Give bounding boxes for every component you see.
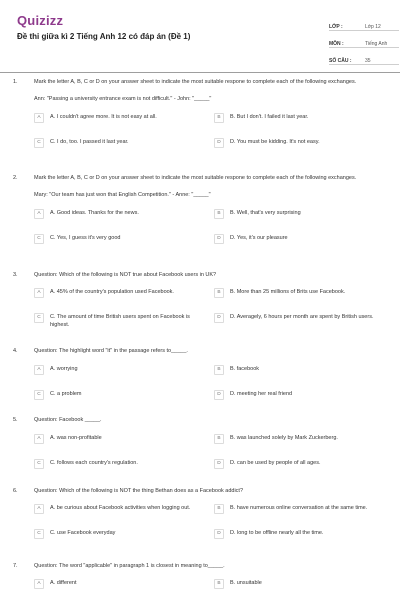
option-text: C. The amount of time British users spent on Facebook is highest. [50, 314, 190, 328]
meta-row-subject [329, 32, 399, 48]
question-text: Question: The highlight word "it" in the passage refers to_____. [34, 348, 188, 354]
option-text: C. Yes, I guess it's very good [50, 234, 121, 241]
option-c[interactable] [34, 137, 214, 153]
question-prompt: Mary: "Our team has just won that English Competition." - Anne: "_____" [34, 192, 211, 199]
option-letter-box: B [214, 579, 224, 589]
answer-options [34, 112, 390, 153]
option-letter-box: A [34, 579, 44, 589]
question-number: 6. [13, 488, 18, 494]
question-number: 3. [13, 272, 18, 278]
option-letter-box: B [214, 209, 224, 219]
option-a[interactable] [34, 287, 214, 312]
option-d[interactable] [214, 528, 394, 544]
option-text: D. Averagely, 6 hours per month are spent by British users. [230, 314, 374, 321]
option-letter-box: C [34, 390, 44, 400]
option-letter-box: C [34, 459, 44, 469]
question-4 [10, 348, 390, 417]
option-text: A. different [50, 580, 77, 587]
option-b[interactable] [214, 112, 394, 137]
option-text: D. can be used by people of all ages. [230, 460, 321, 467]
option-letter-box: A [34, 209, 44, 219]
option-text: D. Yes, it's our pleasure [230, 234, 288, 241]
option-d[interactable] [214, 312, 394, 329]
question-text: Mark the letter A, B, C or D on your answer sheet to indicate the most suitable respone to complete each of the following exchanges. [34, 175, 357, 181]
option-text: B. was launched solely by Mark Zuckerberg. [230, 435, 338, 442]
answer-options [34, 364, 390, 405]
question-text: Question: Facebook _____. [34, 417, 102, 423]
question-prompt: Ann: "Passing a university entrance exam is not difficult." - John: "_____" [34, 96, 212, 103]
question-number: 5. [13, 417, 18, 423]
option-d[interactable] [214, 458, 394, 474]
question-list [10, 79, 390, 599]
option-letter-box: B [214, 434, 224, 444]
option-letter-box: C [34, 529, 44, 539]
question-2 [10, 175, 390, 272]
question-6 [10, 488, 390, 563]
quizizz-logo: Quizizz [17, 13, 64, 28]
question-number: 4. [13, 348, 18, 354]
answer-options [34, 287, 390, 329]
option-text: D. long to be offline nearly all the time. [230, 530, 324, 537]
meta-key: MÔN : [329, 41, 344, 47]
option-text: D. You must be kidding. It's not easy. [230, 138, 320, 145]
option-text: C. follows each country's regulation. [50, 460, 138, 467]
meta-key: SỐ CÂU : [329, 58, 352, 64]
option-letter-box: D [214, 459, 224, 469]
question-5 [10, 417, 390, 488]
option-text: B. But I don't. I failed it last year. [230, 113, 309, 120]
question-text: Question: Which of the following is NOT true about Facebook users in UK? [34, 272, 217, 278]
question-1 [10, 79, 390, 175]
option-letter-box: D [214, 390, 224, 400]
worksheet-header [10, 0, 390, 63]
option-b[interactable] [214, 433, 394, 458]
option-letter-box: B [214, 288, 224, 298]
question-3 [10, 272, 390, 348]
option-a[interactable] [34, 208, 214, 233]
option-text: A. Good ideas. Thanks for the news. [50, 209, 139, 216]
question-text: Question: The word "applicable" in paragraph 1 is closest in meaning to_____. [34, 563, 225, 569]
answer-options [34, 433, 390, 474]
meta-value: 35 [365, 58, 371, 64]
option-text: C. I do, too. I passed it last year. [50, 138, 129, 145]
option-text: B. facebook [230, 366, 260, 373]
option-a[interactable] [34, 578, 214, 594]
question-7 [10, 563, 390, 599]
option-b[interactable] [214, 208, 394, 233]
option-letter-box: C [34, 138, 44, 148]
option-text: A. I couldn't agree more. It is not easy at all. [50, 113, 157, 120]
header-divider [0, 72, 400, 73]
option-letter-box: A [34, 113, 44, 123]
option-letter-box: A [34, 288, 44, 298]
question-text: Question: Which of the following is NOT the thing Bethan does as a Facebook addict? [34, 488, 244, 494]
option-text: B. unsuitable [230, 580, 262, 587]
option-letter-box: A [34, 504, 44, 514]
meta-row-class [329, 15, 399, 31]
answer-options [34, 578, 390, 594]
option-a[interactable] [34, 503, 214, 528]
option-d[interactable] [214, 389, 394, 405]
option-c[interactable] [34, 528, 214, 544]
option-letter-box: D [214, 313, 224, 323]
option-letter-box: D [214, 138, 224, 148]
meta-key: LỚP : [329, 24, 343, 30]
option-text: A. was non-profitable [50, 435, 102, 442]
option-b[interactable] [214, 287, 394, 312]
option-a[interactable] [34, 364, 214, 389]
option-text: D. meeting her real friend [230, 391, 293, 398]
meta-row-count [329, 49, 399, 65]
option-c[interactable] [34, 389, 214, 405]
option-a[interactable] [34, 433, 214, 458]
meta-value: Tiếng Anh [365, 41, 388, 47]
option-c[interactable] [34, 458, 214, 474]
option-letter-box: C [34, 313, 44, 323]
worksheet-title: Đề thi giữa kì 2 Tiếng Anh 12 có đáp án (Đề 1) [17, 32, 191, 41]
option-b[interactable] [214, 578, 394, 594]
meta-value: Lớp 12 [365, 24, 381, 30]
option-letter-box: C [34, 234, 44, 244]
option-d[interactable] [214, 233, 394, 249]
option-letter-box: D [214, 529, 224, 539]
option-letter-box: B [214, 365, 224, 375]
option-letter-box: A [34, 434, 44, 444]
answer-options [34, 208, 390, 249]
option-text: A. worrying [50, 366, 78, 373]
option-letter-box: B [214, 113, 224, 123]
question-number: 7. [13, 563, 18, 569]
option-text: B. have numerous online conversation at the same time. [230, 505, 368, 512]
answer-options [34, 503, 390, 544]
option-c[interactable] [34, 312, 214, 329]
option-text: C. a problem [50, 391, 82, 398]
option-letter-box: A [34, 365, 44, 375]
option-text: A. 45% of the country's population used Facebook. [50, 289, 174, 296]
option-b[interactable] [214, 364, 394, 389]
option-text: B. Well, that's very surprising [230, 209, 301, 216]
option-letter-box: B [214, 504, 224, 514]
option-c[interactable] [34, 233, 214, 249]
option-text: C. use Facebook everyday [50, 530, 116, 537]
question-number: 1. [13, 79, 18, 85]
option-text: A. be curious about Facebook activities when logging out. [50, 505, 191, 512]
option-letter-box: D [214, 234, 224, 244]
worksheet-meta [329, 15, 399, 66]
option-a[interactable] [34, 112, 214, 137]
question-number: 2. [13, 175, 18, 181]
option-text: B. More than 25 millions of Brits use Facebook. [230, 289, 346, 296]
question-text: Mark the letter A, B, C or D on your answer sheet to indicate the most suitable respone to complete each of the following exchanges. [34, 79, 357, 85]
option-d[interactable] [214, 137, 394, 153]
option-b[interactable] [214, 503, 394, 528]
